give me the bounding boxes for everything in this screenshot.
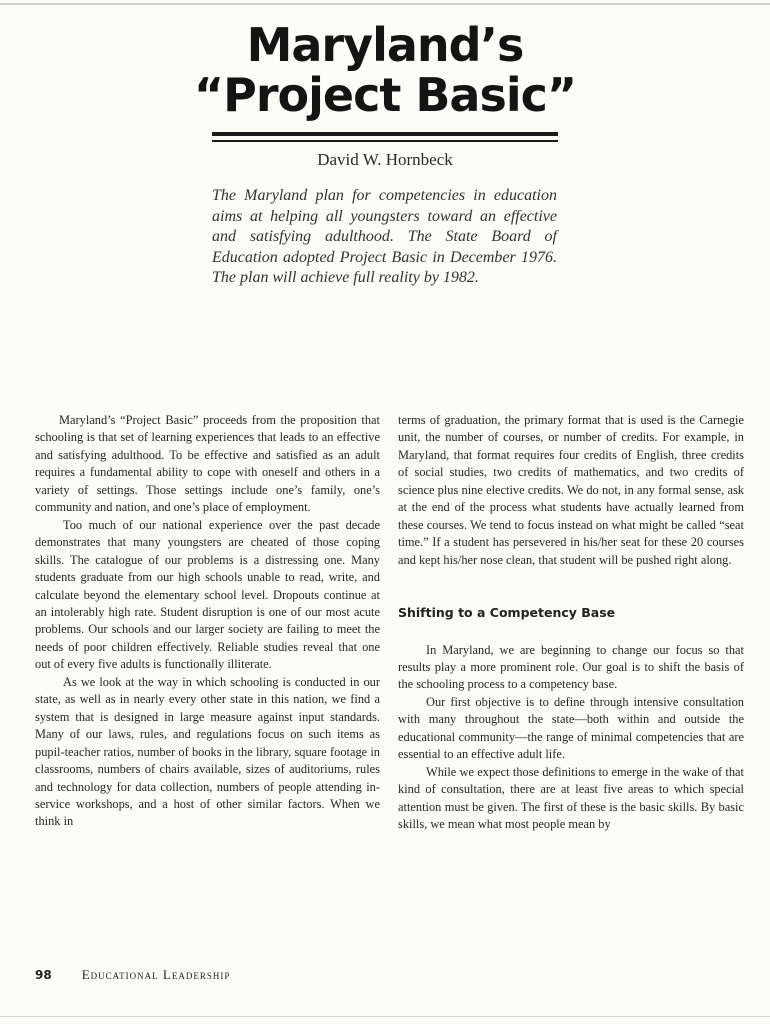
- journal-name: Educational Leadership: [81, 967, 231, 982]
- paragraph: Maryland’s “Project Basic” proceeds from the proposition that schooling is that set of learning experiences that leads to an effective and satisfying adulthood. To be effective and satisfied as an adult requires a fundamental ability to cope with oneself and others in a variety of settings. Those settings include one’s family, one’s community and nation, and one’s place of employment.: [35, 413, 380, 515]
- title-rule-thin: [212, 140, 558, 142]
- author-byline: David W. Hornbeck: [317, 150, 453, 169]
- paragraph: Our first objective is to define through intensive consultation with many throughout the state—both within and outside the educational community—the range of minimal competencies that are essential to an effective adult life.: [398, 694, 744, 762]
- page-number: 98: [35, 968, 52, 982]
- article-title-line-1: Maryland’s: [246, 18, 524, 72]
- article-title-line-2: “Project Basic”: [193, 68, 577, 122]
- paragraph: While we expect those definitions to emerge in the wake of that kind of consultation, there are at least five areas to which special attention must be given. The first of these is the basic skills. By basic skills, we mean what most people mean by: [398, 764, 744, 832]
- paragraph: terms of graduation, the primary format that is used is the Carnegie unit, the number of courses, or number of credits. For example, in Maryland, that format requires four credits of English, three credits of social studies, two credits of mathematics, and two credits of science plus nine elective credits. We do not, in any formal sense, ask at the end of the process what students have actually learned from these courses. We tend to focus instead on what might be called “seat time.” If a student has persevered in his/her seat for these 20 courses and kept his/her nose clean, that student will be pushed right along.: [398, 413, 744, 567]
- title-rule-thick: [212, 132, 558, 136]
- paragraph: As we look at the way in which schooling is conducted in our state, as well as in nearly every other state in this nation, we find a system that is designed in large measure against input standards. Many of our laws, rules, and regulations focus on such items as pupil-teacher ratios, number of books in the library, square footage in classrooms, numbers of chairs available, sizes of auditoriums, rules and technology for data collection, numbers of people attending in-service workshops, and a host of other similar factors. When we think in: [35, 674, 380, 829]
- right-column: [398, 412, 744, 834]
- paragraph: Too much of our national experience over the past decade demonstrates that many youngsters are cheated of those coping skills. The catalogue of our problems is a distressing one. Many students graduate from our high schools unable to read, write, and calculate beyond the elementary school level. Dropouts continue at an intolerably high rate. Student disruption is one of our most acute problems. Our schools and our larger society are failing to meet the needs of poor children effectively. Reliable studies reveal that one out of every five adults is functionally illiterate.: [35, 517, 380, 672]
- paragraph: In Maryland, we are beginning to change our focus so that results play a more prominent role. Our goal is to shift the basis of the schooling process to a competency base.: [398, 642, 744, 692]
- left-column: [35, 412, 380, 831]
- page-footer: [35, 967, 230, 983]
- top-edge-line: [0, 3, 770, 5]
- article-abstract: The Maryland plan for competencies in education aims at helping all youngsters toward an effective and satisfying adulthood. The State Board of Education adopted Project Basic in December 1976. The plan will achieve full reality by 1982.: [212, 187, 557, 286]
- section-subheading: Shifting to a Competency Base: [398, 605, 616, 621]
- bottom-edge-line: [0, 1016, 770, 1017]
